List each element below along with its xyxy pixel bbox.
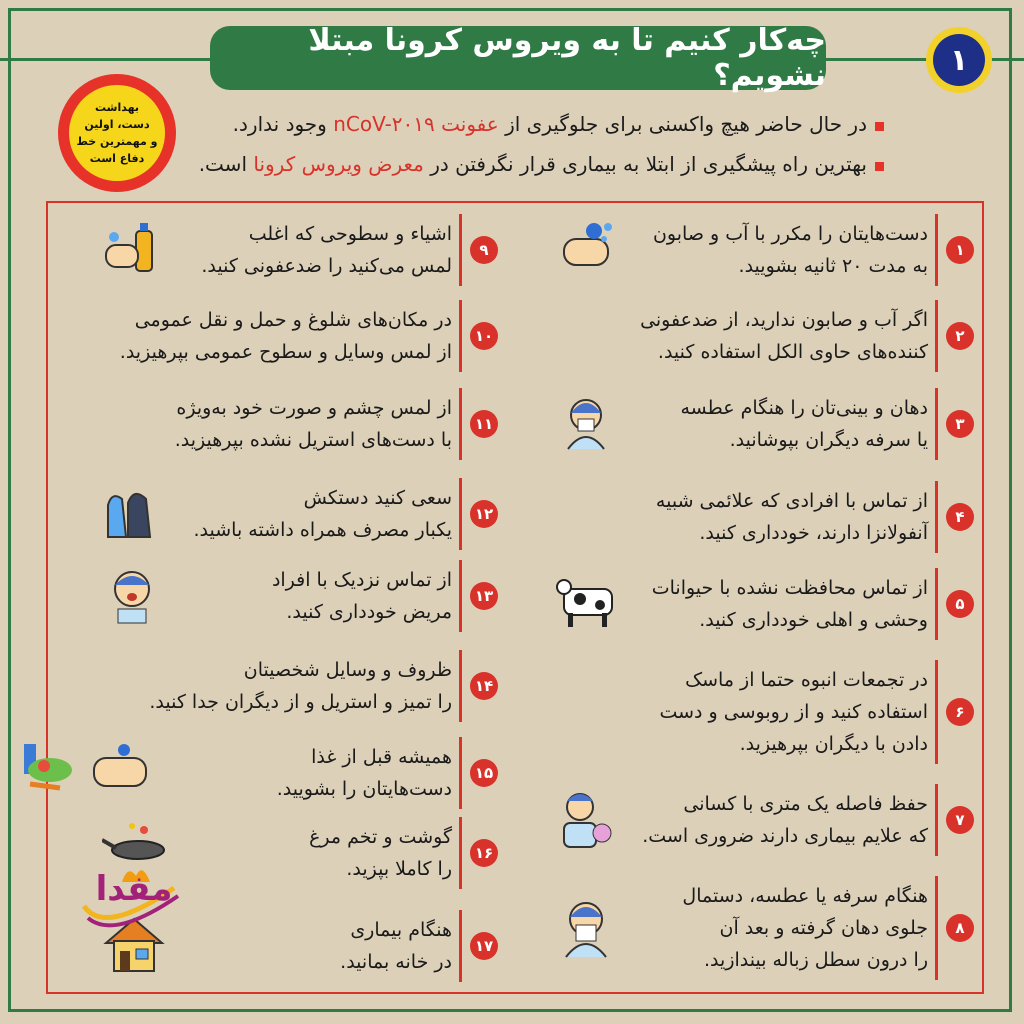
tip-text-line: همیشه قبل از غذا xyxy=(311,746,452,768)
intro-line-1-text-a: در حال حاضر هیچ واکسنی برای جلوگیری از xyxy=(498,112,867,136)
tip-text-line: آنفولانزا دارند، خودداری کنید. xyxy=(699,522,928,544)
tip-text xyxy=(193,482,452,546)
tip-text-line: وحشی و اهلی خودداری کنید. xyxy=(699,609,928,631)
tip-text-line: از تماس با افرادی که علائمی شبیه xyxy=(655,490,928,512)
tip-item-11 xyxy=(96,388,494,460)
tip-item-9 xyxy=(96,214,489,286)
page-title-text: چه‌کار کنیم تا به ویروس کرونا مبتلا نشویم؟ xyxy=(308,23,826,93)
tip-item-1 xyxy=(556,214,965,286)
tip-text-line: دست‌هایتان را مکرر با آب و صابون xyxy=(652,223,928,245)
seal-line-1: بهداشت xyxy=(95,101,139,114)
tip-accent-bar xyxy=(935,481,938,553)
tip-item-5 xyxy=(556,568,965,640)
tip-text-line: سعی کنید دستکش xyxy=(303,487,452,509)
sick-person-icon xyxy=(102,563,168,629)
section-number-badge xyxy=(926,27,992,93)
tip-accent-bar xyxy=(459,817,462,889)
tip-number-badge: ۶ xyxy=(946,698,974,726)
tip-text-line: که علایم بیماری دارند ضروری است. xyxy=(642,825,928,847)
tip-item-13 xyxy=(96,560,494,632)
tip-text-line: به مدت ۲۰ ثانیه بشویید. xyxy=(738,255,928,277)
tip-text xyxy=(640,304,928,368)
tip-number-badge: ۱ xyxy=(946,236,974,264)
tip-accent-bar xyxy=(459,214,462,286)
tip-text-line: دهان و بینی‌تان را هنگام عطسه xyxy=(680,397,928,419)
tip-accent-bar xyxy=(459,650,462,722)
tip-text xyxy=(656,485,928,549)
tip-text xyxy=(272,564,452,628)
tip-item-15 xyxy=(96,737,494,809)
tip-text-line: اشیاء و سطوحی که اغلب xyxy=(248,223,452,245)
tip-text-line: یکبار مصرف همراه داشته باشید. xyxy=(193,519,452,541)
intro-line-2 xyxy=(199,152,884,176)
tip-text-line: دست‌هایتان را بشویید. xyxy=(276,778,452,800)
tip-text xyxy=(309,821,452,885)
tip-number-badge: ۱۱ xyxy=(470,410,498,438)
page-title xyxy=(210,23,826,93)
tip-number-badge: ۱۳ xyxy=(470,582,498,610)
bullet-square-icon xyxy=(875,122,884,131)
mofida-logo xyxy=(74,848,184,940)
tip-text-line: اگر آب و صابون ندارید، از ضدعفونی xyxy=(640,309,928,331)
tip-text-line: هنگام بیماری xyxy=(350,919,452,941)
tip-number-badge: ۱۴ xyxy=(470,672,498,700)
tip-item-2 xyxy=(556,300,965,372)
hand-hygiene-seal xyxy=(58,74,176,192)
food-and-handwash-icon xyxy=(20,740,150,806)
tip-item-10 xyxy=(96,300,494,372)
tip-text xyxy=(277,741,452,805)
tip-text-line: را درون سطل زباله بیندازید. xyxy=(704,949,928,971)
tip-text-line: جلوی دهان گرفته و بعد آن xyxy=(719,917,928,939)
tip-accent-bar xyxy=(935,214,938,286)
tip-text xyxy=(682,880,928,976)
tip-text xyxy=(175,392,452,456)
tip-number-badge: ۵ xyxy=(946,590,974,618)
tip-text-line: در خانه بمانید. xyxy=(340,951,452,973)
tip-accent-bar xyxy=(935,388,938,460)
tip-accent-bar xyxy=(459,910,462,982)
tip-item-6 xyxy=(556,660,965,764)
tip-item-3 xyxy=(556,388,965,460)
logo-text: مفدا xyxy=(95,869,173,909)
tip-number-badge: ۴ xyxy=(946,503,974,531)
tip-text xyxy=(659,664,928,760)
tip-text xyxy=(120,304,452,368)
tip-number-badge: ۳ xyxy=(946,410,974,438)
tip-text-line: هنگام سرفه یا عطسه، دستمال xyxy=(682,885,928,907)
tip-text xyxy=(653,218,928,282)
tip-text-line: حفظ فاصله یک متری با کسانی xyxy=(683,793,928,815)
bullet-square-icon xyxy=(875,162,884,171)
intro-line-2-highlight: معرض ویروس کرونا xyxy=(253,152,424,176)
seal-line-3: و مهمترین خط xyxy=(76,135,158,148)
tip-number-badge: ۱۶ xyxy=(470,839,498,867)
tip-text-line: مریض خودداری کنید. xyxy=(286,601,452,623)
tip-text xyxy=(680,392,928,456)
tip-text-line: با دست‌های استریل نشده بپرهیزید. xyxy=(174,429,452,451)
hand-washing-icon xyxy=(556,217,622,283)
seal-text xyxy=(69,85,165,181)
tip-accent-bar xyxy=(459,388,462,460)
tip-accent-bar xyxy=(935,300,938,372)
tip-number-badge: ۱۲ xyxy=(470,500,498,528)
tip-number-badge: ۱۵ xyxy=(470,759,498,787)
intro-line-1 xyxy=(233,112,884,136)
tip-item-8 xyxy=(556,876,965,980)
tip-text-line: کننده‌های حاوی الکل استفاده کنید. xyxy=(657,341,928,363)
doctor-icon xyxy=(556,787,622,853)
tip-accent-bar xyxy=(459,560,462,632)
tip-accent-bar xyxy=(935,876,938,980)
tip-item-7 xyxy=(556,784,965,856)
intro-line-1-text-b: وجود ندارد. xyxy=(232,112,334,136)
seal-line-4: دفاع است xyxy=(89,152,145,165)
cow-icon xyxy=(556,571,622,637)
tip-text-line: از لمس وسایل و سطوح عمومی بپرهیزید. xyxy=(119,341,452,363)
tip-text-line: لمس می‌کنید را ضدعفونی کنید. xyxy=(201,255,452,277)
tip-number-badge: ۱۰ xyxy=(470,322,498,350)
tip-number-badge: ۸ xyxy=(946,914,974,942)
tip-accent-bar xyxy=(459,478,462,550)
tip-text-line: در مکان‌های شلوغ و حمل و نقل عمومی xyxy=(134,309,452,331)
tip-text-line: گوشت و تخم مرغ xyxy=(309,826,452,848)
tip-accent-bar xyxy=(935,568,938,640)
tip-text-line: یا سرفه دیگران بپوشانید. xyxy=(729,429,928,451)
tip-text xyxy=(642,788,928,852)
tip-number-badge: ۲ xyxy=(946,322,974,350)
tip-text-line: استفاده کنید و از روبوسی و دست xyxy=(659,701,928,723)
tip-text xyxy=(201,218,452,282)
tip-number-badge: ۱۷ xyxy=(470,932,498,960)
tip-text-line: ظروف و وسایل شخصیتان xyxy=(243,659,452,681)
intro-line-2-text-a: بهترین راه پیشگیری از ابتلا به بیماری قرار نگرفتن در xyxy=(423,152,867,176)
tip-number-badge: ۹ xyxy=(470,236,498,264)
tip-accent-bar xyxy=(935,784,938,856)
tip-text-line: دادن با دیگران بپرهیزید. xyxy=(739,733,928,755)
intro-line-1-highlight: عفونت nCoV-۲۰۱۹ xyxy=(333,112,499,136)
tip-item-12 xyxy=(96,478,494,550)
tip-item-4 xyxy=(556,481,965,553)
tip-number-badge: ۷ xyxy=(946,806,974,834)
tip-text-line: از تماس نزدیک با افراد xyxy=(271,569,452,591)
tip-text-line: در تجمعات انبوه حتما از ماسک xyxy=(685,669,928,691)
tip-text-line: از تماس محافظت نشده با حیوانات xyxy=(651,577,928,599)
tip-text-line: را تمیز و استریل و از دیگران جدا کنید. xyxy=(149,691,452,713)
seal-line-2: دست، اولین xyxy=(84,118,150,131)
gloves-icon xyxy=(102,481,168,547)
tip-accent-bar xyxy=(935,660,938,764)
tip-text xyxy=(149,654,452,718)
tip-text xyxy=(340,914,452,978)
covering-face-icon xyxy=(556,391,622,457)
tip-text-line: از لمس چشم و صورت خود به‌ویژه xyxy=(176,397,452,419)
sanitizer-icon xyxy=(102,217,168,283)
sneezing-person-icon xyxy=(556,895,622,961)
tip-accent-bar xyxy=(459,300,462,372)
tip-item-14 xyxy=(96,650,494,722)
tip-accent-bar xyxy=(459,737,462,809)
tip-text xyxy=(652,572,928,636)
intro-line-2-text-b: است. xyxy=(198,152,254,176)
section-number: ۱ xyxy=(933,34,985,86)
tip-text-line: را کاملا بپزید. xyxy=(346,858,452,880)
